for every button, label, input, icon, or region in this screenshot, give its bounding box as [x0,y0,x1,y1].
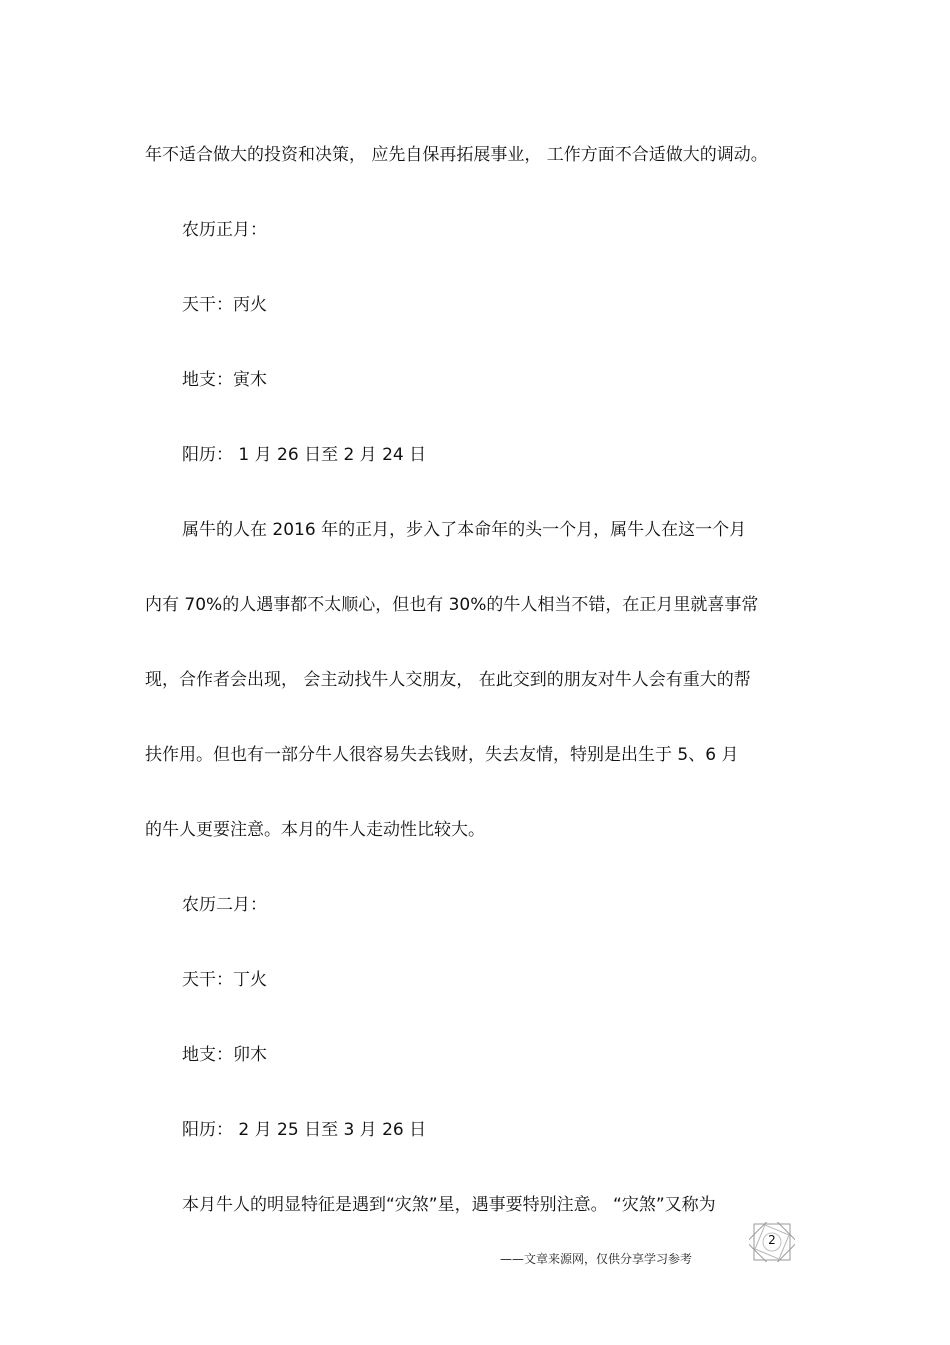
page-number: 2 [768,1233,776,1247]
paragraph-line: 年不适合做大的投资和决策， 应先自保再拓展事业， 工作方面不合适做大的调动。 [145,145,768,165]
heavenly-stem-line: 天干：丙火 [182,295,267,315]
paragraph-line: 属牛的人在 2016 年的正月，步入了本命年的头一个月，属牛人在这一个月 [182,520,747,540]
solar-date-line: 阳历： 1 月 26 日至 2 月 24 日 [182,445,427,465]
paragraph-line: 的牛人更要注意。本月的牛人走动性比较大。 [145,820,485,840]
section-heading: 农历正月： [182,220,267,240]
heavenly-stem-line: 天干：丁火 [182,970,267,990]
paragraph-line: 内有 70%的人遇事都不太顺心，但也有 30%的牛人相当不错，在正月里就喜事常 [145,595,759,615]
footer-source-note: ——文章来源网，仅供分享学习参考 [500,1252,693,1266]
earthly-branch-line: 地支：寅木 [182,370,267,390]
solar-date-line: 阳历： 2 月 25 日至 3 月 26 日 [182,1120,427,1140]
paragraph-line: 现，合作者会出现， 会主动找牛人交朋友， 在此交到的朋友对牛人会有重大的帮 [145,670,751,690]
paragraph-line: 本月牛人的明显特征是遇到“灾煞”星，遇事要特别注意。 “灾煞”又称为 [182,1195,716,1215]
paragraph-line: 扶作用。但也有一部分牛人很容易失去钱财，失去友情，特别是出生于 5、6 月 [145,745,739,765]
section-heading: 农历二月： [182,895,267,915]
earthly-branch-line: 地支：卯木 [182,1045,267,1065]
page-number-badge [749,1222,795,1262]
